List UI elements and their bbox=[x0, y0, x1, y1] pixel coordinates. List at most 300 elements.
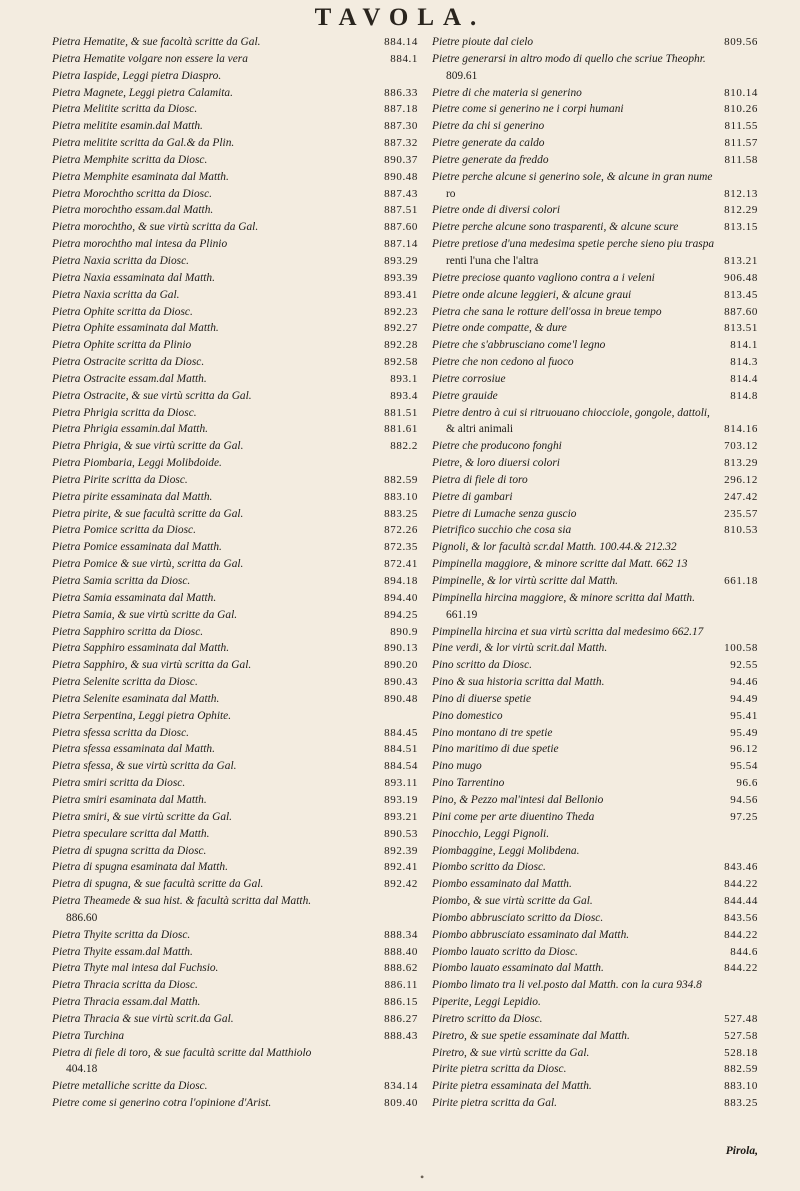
entry-reference: 96.6 bbox=[733, 775, 758, 792]
entry-text: renti l'una che l'altra bbox=[446, 254, 539, 267]
entry-text: Pietra Thyte mal intesa dal Fuchsio. bbox=[52, 962, 219, 975]
index-entry bbox=[432, 522, 758, 539]
entry-text: Pietre metalliche scritte da Diosc. bbox=[52, 1080, 208, 1093]
entry-text: Pino Tarrentino bbox=[432, 777, 505, 790]
entry-text: ro bbox=[446, 187, 456, 200]
catchword: Pirola, bbox=[725, 1145, 758, 1157]
index-entry bbox=[52, 270, 418, 287]
index-entry bbox=[52, 236, 418, 253]
entry-text: Pietra Memphite scritta da Diosc. bbox=[52, 153, 208, 166]
entry-text: Pietre che producono fonghi bbox=[432, 440, 562, 453]
entry-text: Pietra sfessa, & sue virtù scritta da Gal. bbox=[52, 760, 237, 773]
index-entry bbox=[52, 85, 418, 102]
index-entry bbox=[432, 236, 758, 253]
entry-reference: 100.58 bbox=[721, 640, 758, 657]
entry-text: 404.18 bbox=[66, 1063, 98, 1076]
entry-text: Pietra Turchina bbox=[52, 1029, 125, 1042]
entry-reference: 95.54 bbox=[727, 758, 758, 775]
index-entry bbox=[52, 843, 418, 860]
entry-reference: 814.8 bbox=[727, 388, 758, 405]
signature-mark: • bbox=[420, 1170, 425, 1184]
entry-text: Piretro scritto da Diosc. bbox=[432, 1012, 543, 1025]
index-entry bbox=[52, 34, 418, 51]
entry-reference: 844.44 bbox=[721, 893, 758, 910]
entry-reference: 844.22 bbox=[721, 960, 758, 977]
entry-text: Piombo lauato scritto da Diosc. bbox=[432, 945, 578, 958]
entry-reference: 890.13 bbox=[381, 640, 418, 657]
entry-reference: 886.15 bbox=[381, 994, 418, 1011]
entry-reference: 890.48 bbox=[381, 691, 418, 708]
index-entry bbox=[52, 186, 418, 203]
index-entry bbox=[52, 792, 418, 809]
index-entry bbox=[52, 169, 418, 186]
entry-text: Pietra Pomice & sue virtù, scritta da Gal. bbox=[52, 558, 244, 571]
entry-reference: 893.39 bbox=[381, 270, 418, 287]
entry-text: Pietre, & loro diuersi colori bbox=[432, 457, 560, 470]
entry-reference: 883.25 bbox=[721, 1095, 758, 1112]
entry-text: Pietra pirite essaminata dal Matth. bbox=[52, 490, 213, 503]
left-column bbox=[52, 34, 418, 1112]
entry-text: Pietre generate da freddo bbox=[432, 153, 549, 166]
index-entry bbox=[432, 1061, 758, 1078]
entry-text: 886.60 bbox=[66, 911, 98, 924]
index-entry bbox=[432, 977, 758, 994]
entry-reference: 810.26 bbox=[721, 101, 758, 118]
entry-text: Pietre che non cedono al fuoco bbox=[432, 356, 574, 369]
entry-reference: 883.10 bbox=[381, 489, 418, 506]
entry-text: Pietra Piombaria, Leggi Molibdoide. bbox=[52, 457, 222, 470]
entry-reference: 888.34 bbox=[381, 927, 418, 944]
entry-text: Pimpinelle, & lor virtù scritte dal Matth. bbox=[432, 575, 619, 587]
index-entry bbox=[432, 354, 758, 371]
index-entry bbox=[432, 186, 758, 203]
index-entry bbox=[52, 994, 418, 1011]
entry-text: Pietre perche alcune sono trasparenti, & alcune scure bbox=[432, 221, 679, 234]
entry-text: Pietre dentro à cui si ritruouano chiocciole, gongole, dattoli, bbox=[432, 406, 710, 419]
entry-reference: 661.18 bbox=[721, 573, 758, 590]
entry-text: Pimpinella hircina et sua virtù scritta dal medesimo 662.17 bbox=[432, 625, 704, 638]
entry-text: Pietre perche alcune si generino sole, & alcune in gran nume bbox=[432, 170, 713, 183]
index-entry bbox=[52, 202, 418, 219]
index-entry bbox=[52, 674, 418, 691]
entry-reference: 892.27 bbox=[381, 320, 418, 337]
entry-text: Pietra morochtho essam.dal Matth. bbox=[52, 204, 214, 217]
entry-text: Pietra Ostracite, & sue virtù scritta da Gal. bbox=[52, 389, 252, 402]
entry-reference: 94.46 bbox=[727, 674, 758, 691]
entry-text: Piombo abbrusciato scritto da Diosc. bbox=[432, 911, 604, 924]
entry-reference: 844.6 bbox=[727, 944, 758, 961]
entry-reference: 884.51 bbox=[381, 741, 418, 758]
index-entry bbox=[432, 68, 758, 85]
entry-reference: 888.43 bbox=[381, 1028, 418, 1045]
index-entry bbox=[432, 304, 758, 321]
entry-reference: 527.48 bbox=[721, 1011, 758, 1028]
entry-reference: 893.19 bbox=[381, 792, 418, 809]
entry-text: 809.61 bbox=[446, 69, 478, 82]
entry-reference: 834.14 bbox=[381, 1078, 418, 1095]
entry-text: Pietra melitite scritta da Gal.& da Plin. bbox=[52, 137, 235, 150]
entry-text: Pino & sua historia scritta dal Matth. bbox=[432, 676, 605, 689]
index-entry bbox=[432, 337, 758, 354]
entry-reference: 813.29 bbox=[721, 455, 758, 472]
index-entry bbox=[432, 573, 758, 590]
entry-reference: 887.30 bbox=[381, 118, 418, 135]
index-entry bbox=[432, 876, 758, 893]
index-entry bbox=[52, 573, 418, 590]
entry-text: Piombaggine, Leggi Molibdena. bbox=[432, 844, 580, 857]
entry-text: Pietra morochtho, & sue virtù scritta da Gal. bbox=[52, 221, 259, 234]
entry-text: 661.19 bbox=[446, 608, 478, 621]
index-entry bbox=[52, 1078, 418, 1095]
index-entry bbox=[52, 388, 418, 405]
index-entry bbox=[52, 708, 418, 725]
index-entry bbox=[52, 624, 418, 641]
index-entry bbox=[52, 927, 418, 944]
index-entry bbox=[432, 775, 758, 792]
entry-reference: 813.15 bbox=[721, 219, 758, 236]
index-entry bbox=[52, 337, 418, 354]
index-entry bbox=[52, 741, 418, 758]
index-entry bbox=[52, 455, 418, 472]
entry-reference: 893.1 bbox=[387, 371, 418, 388]
entry-text: Piperite, Leggi Lepidio. bbox=[432, 996, 541, 1009]
entry-text: Pietre corrosiue bbox=[432, 372, 506, 385]
entry-text: Piombo essaminato dal Matth. bbox=[432, 878, 572, 891]
entry-reference: 811.55 bbox=[722, 118, 758, 135]
entry-text: Pietra Naxia scritta da Gal. bbox=[52, 288, 180, 301]
index-entry bbox=[432, 1045, 758, 1062]
index-entry bbox=[432, 843, 758, 860]
index-entry bbox=[432, 388, 758, 405]
index-entry bbox=[52, 691, 418, 708]
entry-reference: 843.56 bbox=[721, 910, 758, 927]
index-entry bbox=[432, 657, 758, 674]
entry-reference: 884.54 bbox=[381, 758, 418, 775]
index-entry bbox=[432, 607, 758, 624]
entry-text: Pietra Ophite scritta da Diosc. bbox=[52, 305, 193, 318]
entry-reference: 890.20 bbox=[381, 657, 418, 674]
index-entry bbox=[52, 522, 418, 539]
entry-text: Pietra Thracia scritta da Diosc. bbox=[52, 979, 198, 992]
entry-text: Pietre onde alcune leggieri, & alcune graui bbox=[432, 288, 632, 301]
index-entry bbox=[432, 1095, 758, 1112]
entry-text: Pine verdi, & lor virtù scrit.dal Matth. bbox=[432, 642, 608, 655]
entry-reference: 97.25 bbox=[727, 809, 758, 826]
index-entry bbox=[432, 674, 758, 691]
entry-text: Pietra Magnete, Leggi pietra Calamita. bbox=[52, 86, 233, 99]
index-entry bbox=[52, 304, 418, 321]
entry-text: Pietre di che materia si generino bbox=[432, 86, 582, 99]
entry-reference: 886.33 bbox=[381, 85, 418, 102]
entry-reference: 884.14 bbox=[381, 34, 418, 51]
entry-text: Pietra di fiele di toro, & sue facultà scritte dal Matthiolo bbox=[52, 1046, 312, 1059]
entry-reference: 528.18 bbox=[721, 1045, 758, 1062]
index-entry bbox=[432, 994, 758, 1011]
entry-reference: 894.40 bbox=[381, 590, 418, 607]
index-entry bbox=[52, 590, 418, 607]
index-entry bbox=[52, 876, 418, 893]
index-entry bbox=[52, 287, 418, 304]
entry-reference: 884.1 bbox=[387, 51, 418, 68]
entry-reference: 810.14 bbox=[721, 85, 758, 102]
entry-text: & altri animali bbox=[446, 423, 514, 436]
entry-reference: 890.43 bbox=[381, 674, 418, 691]
index-entry bbox=[52, 944, 418, 961]
index-entry bbox=[52, 152, 418, 169]
index-entry bbox=[432, 927, 758, 944]
entry-text: Pino montano di tre spetie bbox=[432, 726, 553, 739]
index-entry bbox=[52, 809, 418, 826]
index-entry bbox=[432, 944, 758, 961]
entry-reference: 96.12 bbox=[727, 741, 758, 758]
entry-reference: 887.60 bbox=[381, 219, 418, 236]
entry-text: Pietra Phrigia scritta da Diosc. bbox=[52, 406, 197, 419]
entry-text: Pirite pietra scritta da Gal. bbox=[432, 1097, 557, 1110]
entry-text: Pietra Sapphiro, & sua virtù scritta da Gal. bbox=[52, 659, 252, 672]
entry-text: Pino domestico bbox=[432, 709, 503, 722]
entry-text: Pietra Selenite esaminata dal Matth. bbox=[52, 692, 220, 705]
index-entry bbox=[52, 910, 418, 927]
entry-text: Pietra Pomice essaminata dal Matth. bbox=[52, 541, 222, 554]
index-entry bbox=[432, 691, 758, 708]
entry-text: Pietra Selenite scritta da Diosc. bbox=[52, 676, 198, 689]
index-entry bbox=[432, 758, 758, 775]
entry-text: Pietra Melitite scritta da Diosc. bbox=[52, 103, 198, 116]
entry-text: Pietra pirite, & sue facultà scritte da Gal. bbox=[52, 507, 244, 520]
entry-text: Pietra melitite esamin.dal Matth. bbox=[52, 120, 203, 133]
entry-reference: 887.43 bbox=[381, 186, 418, 203]
index-entry bbox=[52, 977, 418, 994]
entry-text: Piretro, & sue virtù scritte da Gal. bbox=[432, 1046, 590, 1059]
index-entry bbox=[432, 792, 758, 809]
index-entry bbox=[52, 320, 418, 337]
entry-reference: 527.58 bbox=[721, 1028, 758, 1045]
index-entry bbox=[432, 489, 758, 506]
entry-text: Pietre generarsi in altro modo di quello che scriue Theophr. bbox=[432, 52, 706, 65]
entry-text: Pietre di gambari bbox=[432, 490, 513, 503]
index-entry bbox=[52, 859, 418, 876]
entry-reference: 92.55 bbox=[727, 657, 758, 674]
entry-text: Pietre onde compatte, & dure bbox=[432, 322, 567, 335]
entry-text: Pietra Ostracite essam.dal Matth. bbox=[52, 372, 207, 385]
entry-reference: 887.51 bbox=[381, 202, 418, 219]
entry-text: Pietra di spugna esaminata dal Matth. bbox=[52, 861, 228, 874]
entry-reference: 812.29 bbox=[721, 202, 758, 219]
entry-text: Pimpinella hircina maggiore, & minore scritta dal Matth. bbox=[432, 591, 695, 604]
entry-text: Pietra sfessa scritta da Diosc. bbox=[52, 726, 189, 739]
entry-text: Pietre grauide bbox=[432, 389, 498, 402]
index-entry bbox=[432, 725, 758, 742]
entry-reference: 872.41 bbox=[381, 556, 418, 573]
entry-text: Piombo abbrusciato essaminato dal Matth. bbox=[432, 928, 630, 941]
entry-text: Pietra Samia scritta da Diosc. bbox=[52, 575, 191, 587]
entry-reference: 893.29 bbox=[381, 253, 418, 270]
index-entry bbox=[432, 893, 758, 910]
entry-text: Pietra sfessa essaminata dal Matth. bbox=[52, 743, 215, 756]
entry-reference: 886.11 bbox=[382, 977, 418, 994]
index-entry bbox=[432, 590, 758, 607]
index-entry bbox=[52, 725, 418, 742]
index-entry bbox=[432, 539, 758, 556]
index-entry bbox=[432, 320, 758, 337]
entry-text: Pietrifico succhio che cosa sia bbox=[432, 524, 572, 537]
index-entry bbox=[52, 960, 418, 977]
entry-text: Pietra smiri esaminata dal Matth. bbox=[52, 793, 207, 806]
entry-reference: 887.60 bbox=[721, 304, 758, 321]
index-entry bbox=[432, 1078, 758, 1095]
right-column bbox=[432, 34, 758, 1112]
entry-text: Piretro, & sue spetie essaminate dal Matth. bbox=[432, 1029, 630, 1042]
entry-text: Pietra Phrigia essamin.dal Matth. bbox=[52, 423, 208, 436]
index-entry bbox=[52, 640, 418, 657]
entry-text: Pirite pietra essaminata del Matth. bbox=[432, 1080, 592, 1093]
entry-reference: 887.18 bbox=[381, 101, 418, 118]
entry-reference: 893.11 bbox=[382, 775, 418, 792]
entry-reference: 844.22 bbox=[721, 927, 758, 944]
entry-reference: 809.56 bbox=[721, 34, 758, 51]
index-entry bbox=[52, 1011, 418, 1028]
entry-text: Pietra Naxia scritta da Diosc. bbox=[52, 254, 189, 267]
index-entry bbox=[432, 910, 758, 927]
entry-text: Pietre generate da caldo bbox=[432, 137, 545, 150]
entry-text: Piombo limato tra li vel.posto dal Matth. con la cura 934.8 bbox=[432, 979, 702, 992]
entry-reference: 881.51 bbox=[381, 405, 418, 422]
entry-reference: 94.49 bbox=[727, 691, 758, 708]
entry-text: Pino mugo bbox=[432, 760, 482, 773]
entry-text: Pietra che sana le rotture dell'ossa in breue tempo bbox=[432, 305, 662, 318]
index-entry bbox=[432, 859, 758, 876]
entry-text: Pietra Memphite esaminata dal Matth. bbox=[52, 170, 229, 183]
entry-text: Pietra Thyite scritta da Diosc. bbox=[52, 928, 191, 941]
index-entry bbox=[432, 219, 758, 236]
entry-text: Pietra Naxia essaminata dal Matth. bbox=[52, 271, 215, 284]
entry-text: Pignoli, & lor facultà scr.dal Matth. 100.44.& 212.32 bbox=[432, 541, 677, 554]
index-entry bbox=[432, 152, 758, 169]
index-entry bbox=[432, 405, 758, 422]
index-entry bbox=[432, 472, 758, 489]
page-header: TAVOLA. bbox=[314, 4, 486, 31]
entry-reference: 811.58 bbox=[722, 152, 758, 169]
index-entry bbox=[432, 438, 758, 455]
entry-reference: 882.59 bbox=[721, 1061, 758, 1078]
index-entry bbox=[432, 556, 758, 573]
entry-text: Pietra di spugna, & sue facultà scritte da Gal. bbox=[52, 878, 264, 891]
entry-reference: 893.41 bbox=[381, 287, 418, 304]
index-entry bbox=[432, 202, 758, 219]
index-entry bbox=[432, 371, 758, 388]
index-entry bbox=[52, 539, 418, 556]
entry-reference: 890.53 bbox=[381, 826, 418, 843]
entry-text: Pino maritimo di due spetie bbox=[432, 743, 559, 756]
index-entry bbox=[52, 1061, 418, 1078]
entry-reference: 887.32 bbox=[381, 135, 418, 152]
entry-text: Pietre da chi si generino bbox=[432, 120, 545, 133]
index-entry bbox=[432, 253, 758, 270]
entry-reference: 888.40 bbox=[381, 944, 418, 961]
entry-reference: 812.13 bbox=[721, 186, 758, 203]
entry-text: Pietre pioute dal cielo bbox=[432, 36, 534, 48]
entry-reference: 886.27 bbox=[381, 1011, 418, 1028]
entry-reference: 95.41 bbox=[727, 708, 758, 725]
index-entry bbox=[432, 1011, 758, 1028]
index-entry bbox=[432, 270, 758, 287]
entry-text: Pietra Samia essaminata dal Matth. bbox=[52, 591, 217, 604]
entry-reference: 893.4 bbox=[387, 388, 418, 405]
index-entry bbox=[432, 169, 758, 186]
index-entry bbox=[432, 118, 758, 135]
entry-reference: 810.53 bbox=[721, 522, 758, 539]
entry-text: Pietra di spugna scritta da Diosc. bbox=[52, 844, 207, 857]
index-entry bbox=[52, 472, 418, 489]
index-entry bbox=[52, 506, 418, 523]
entry-text: Pimpinella maggiore, & minore scritte dal Matt. 662 13 bbox=[432, 558, 688, 571]
index-entry bbox=[52, 758, 418, 775]
entry-text: Pietra Samia, & sue virtù scritte da Gal. bbox=[52, 608, 238, 621]
entry-reference: 813.45 bbox=[721, 287, 758, 304]
index-entry bbox=[52, 253, 418, 270]
entry-reference: 883.25 bbox=[381, 506, 418, 523]
entry-reference: 872.35 bbox=[381, 539, 418, 556]
entry-text: Pinocchio, Leggi Pignoli. bbox=[432, 827, 550, 840]
entry-text: Piombo lauato essaminato dal Matth. bbox=[432, 962, 604, 975]
entry-text: Pietra speculare scritta dal Matth. bbox=[52, 827, 210, 840]
entry-reference: 892.28 bbox=[381, 337, 418, 354]
entry-text: Pietre come si generino cotra l'opinione d'Arist. bbox=[52, 1097, 272, 1110]
index-entry bbox=[52, 135, 418, 152]
entry-text: Pino scritto da Diosc. bbox=[432, 659, 532, 672]
index-entry bbox=[432, 506, 758, 523]
entry-reference: 813.21 bbox=[721, 253, 758, 270]
entry-text: Piombo, & sue virtù scritte da Gal. bbox=[432, 895, 593, 908]
entry-reference: 247.42 bbox=[721, 489, 758, 506]
entry-text: Pietre preciose quanto vagliono contra a i veleni bbox=[432, 271, 655, 284]
entry-text: Pietra Ophite essaminata dal Matth. bbox=[52, 322, 219, 335]
entry-reference: 892.23 bbox=[381, 304, 418, 321]
index-entry bbox=[52, 775, 418, 792]
entry-reference: 892.42 bbox=[381, 876, 418, 893]
index-entry bbox=[432, 741, 758, 758]
entry-reference: 809.40 bbox=[381, 1095, 418, 1112]
index-entry bbox=[52, 51, 418, 68]
index-entry bbox=[432, 287, 758, 304]
index-entry bbox=[52, 657, 418, 674]
entry-reference: 814.1 bbox=[727, 337, 758, 354]
index-entry bbox=[52, 1045, 418, 1062]
entry-reference: 814.4 bbox=[727, 371, 758, 388]
entry-reference: 882.2 bbox=[387, 438, 418, 455]
index-entry bbox=[432, 809, 758, 826]
entry-reference: 813.51 bbox=[721, 320, 758, 337]
entry-text: Piombo scritto da Diosc. bbox=[432, 861, 546, 874]
index-entry bbox=[52, 421, 418, 438]
entry-reference: 892.39 bbox=[381, 843, 418, 860]
index-entry bbox=[52, 68, 418, 85]
entry-reference: 883.10 bbox=[721, 1078, 758, 1095]
entry-text: Pietra smiri scritta da Diosc. bbox=[52, 777, 186, 790]
entry-text: Pietra Pomice scritta da Diosc. bbox=[52, 524, 196, 537]
index-entry bbox=[52, 1095, 418, 1112]
entry-text: Pietra Thracia essam.dal Matth. bbox=[52, 996, 201, 1009]
entry-reference: 890.9 bbox=[387, 624, 418, 641]
entry-reference: 296.12 bbox=[721, 472, 758, 489]
entry-text: Pietre che s'abbrusciano come'l legno bbox=[432, 339, 606, 352]
entry-text: Pietra Iaspide, Leggi pietra Diaspro. bbox=[52, 69, 222, 82]
entry-text: Pietra Sapphiro essaminata dal Matth. bbox=[52, 642, 230, 655]
index-entry bbox=[52, 1028, 418, 1045]
index-entry bbox=[432, 708, 758, 725]
index-entry bbox=[432, 624, 758, 641]
entry-text: Pietra Morochtho scritta da Diosc. bbox=[52, 187, 212, 200]
